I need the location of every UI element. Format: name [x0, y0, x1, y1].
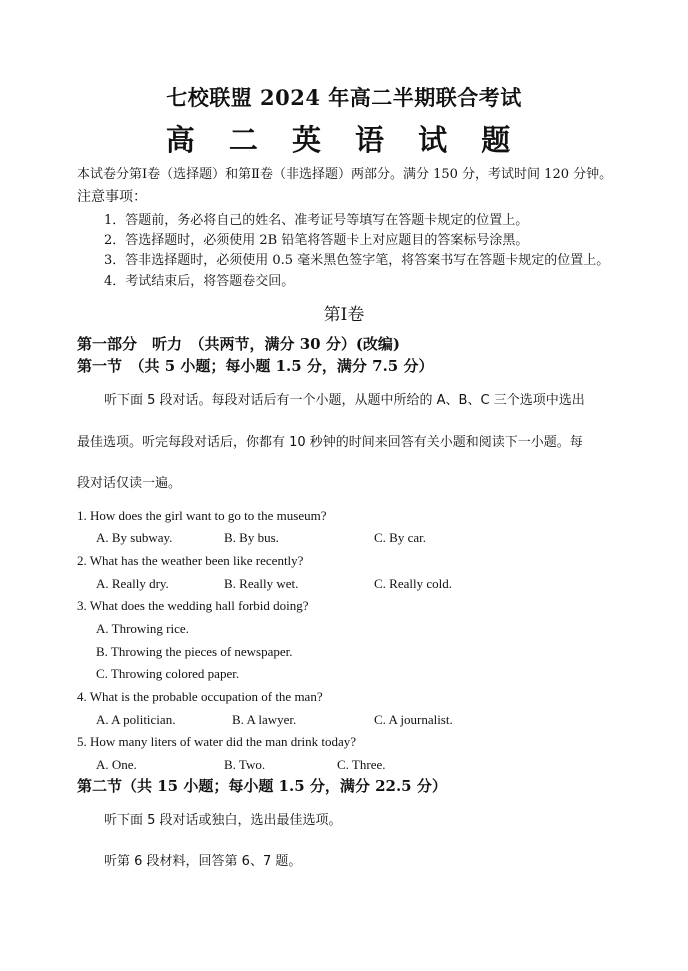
option-b: B. Two. [224, 757, 266, 772]
option-c: C. Three. [337, 757, 386, 772]
question-stem: 4. What is the probable occupation of the man? [77, 689, 323, 704]
option-a: A. Throwing rice. [96, 621, 189, 636]
section1-heading: 第一节 （共 5 小题；每小题 1.5 分，满分 7.5 分） [77, 357, 434, 375]
instruction-line: 段对话仅读一遍。 [77, 476, 182, 491]
instruction-line: 听下面 5 段对话。每段对话后有一个小题，从题中所给的 A、B、C 三个选项中选出 [104, 393, 585, 408]
option-c: C. By car. [374, 530, 426, 545]
notice-heading: 注意事项： [77, 189, 147, 205]
section2-heading: 第二节（共 15 小题；每小题 1.5 分，满分 22.5 分） [77, 777, 447, 795]
part1-heading: 第一部分 听力 （共两节，满分 30 分）(改编) [77, 335, 401, 353]
question-stem: 5. How many liters of water did the man drink today? [77, 734, 357, 749]
section2-instruction: 听下面 5 段对话或独白，选出最佳选项。 [104, 813, 342, 828]
subject-title: 高 二 英 语 试 题 [165, 123, 523, 157]
option-b: B. A lawyer. [232, 712, 297, 727]
question-stem: 2. What has the weather been like recently? [77, 553, 304, 568]
notice-item: 4．考试结束后，将答题卷交回。 [104, 274, 295, 289]
question-stem: 3. What does the wedding hall forbid doing? [77, 598, 309, 613]
notice-item: 3．答非选择题时，必须使用 0.5 毫米黑色签字笔，将答案书写在答题卡规定的位置上。 [104, 253, 610, 268]
option-c: C. Really cold. [374, 576, 452, 591]
option-a: A. One. [96, 757, 137, 772]
question-stem: 1. How does the girl want to go to the museum? [77, 508, 327, 523]
option-a: A. Really dry. [96, 576, 169, 591]
notice-item: 1．答题前，务必将自己的姓名、准考证号等填写在答题卡规定的位置上。 [104, 213, 529, 228]
option-b: B. Really wet. [224, 576, 299, 591]
option-a: A. A politician. [96, 712, 176, 727]
option-a: A. By subway. [96, 530, 173, 545]
volume-title: 第Ⅰ卷 [323, 305, 365, 325]
option-c: C. A journalist. [374, 712, 453, 727]
option-b: B. Throwing the pieces of newspaper. [96, 644, 293, 659]
section2-material: 听第 6 段材料，回答第 6、7 题。 [104, 854, 302, 869]
instruction-line: 最佳选项。听完每段对话后，你都有 10 秒钟的时间来回答有关小题和阅读下一小题。每 [77, 435, 583, 450]
notice-item: 2．答选择题时，必须使用 2B 铅笔将答题卡上对应题目的答案标号涂黑。 [104, 233, 529, 248]
exam-intro: 本试卷分第Ⅰ卷（选择题）和第Ⅱ卷（非选择题）两部分。满分 150 分，考试时间 120 分钟。 [77, 167, 613, 182]
option-c: C. Throwing colored paper. [96, 666, 240, 681]
option-b: B. By bus. [224, 530, 279, 545]
exam-title: 七校联盟 2024 年高二半期联合考试 [166, 85, 522, 110]
